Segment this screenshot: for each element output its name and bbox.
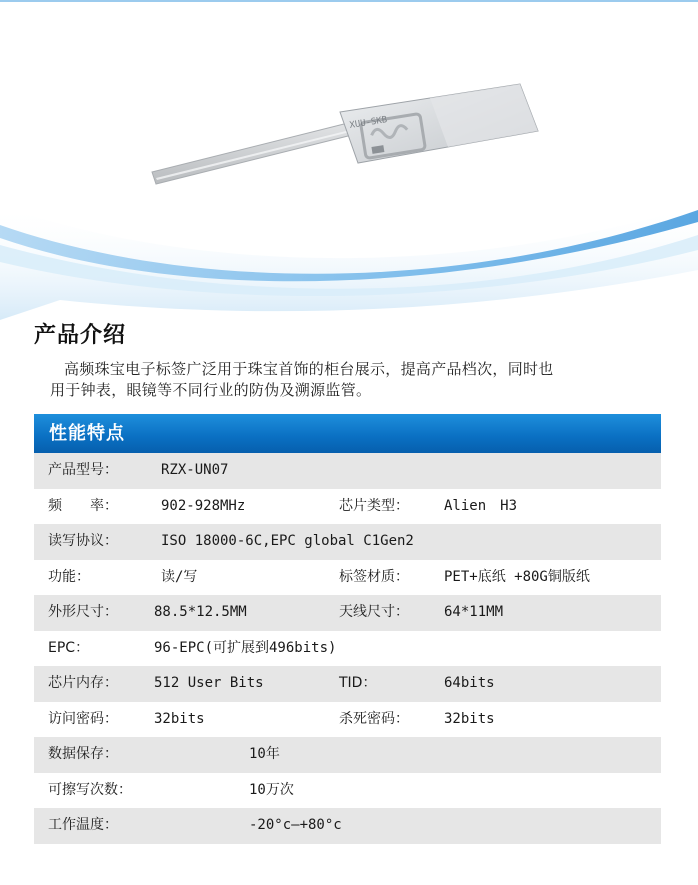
- spec-value: RZX-UN07: [161, 462, 229, 478]
- hero-banner: [0, 0, 698, 320]
- spec-label: 产品型号：: [48, 462, 118, 478]
- spec-row-size: [34, 595, 661, 631]
- spec-table: [34, 453, 661, 844]
- spec-value: 64*11MM: [444, 604, 504, 620]
- spec-value: PET+底纸 +80G铜版纸: [444, 568, 590, 585]
- spec-row-temperature: [34, 808, 661, 844]
- spec-value: 32bits: [444, 710, 495, 727]
- intro-line-2: 用于钟表，眼镜等不同行业的防伪及溯源监管。: [50, 381, 372, 399]
- spec-value: 32bits: [154, 710, 205, 727]
- spec-label: 数据保存：: [48, 746, 118, 762]
- spec-label: 功能：: [48, 568, 90, 585]
- spec-row-rewrite: [34, 773, 661, 809]
- spec-label: 频 率：: [48, 497, 118, 514]
- spec-value: 512 User Bits: [154, 675, 264, 691]
- spec-value: 88.5*12.5MM: [154, 604, 247, 620]
- spec-label: 标签材质：: [339, 568, 409, 585]
- spec-value: Alien H3: [444, 497, 518, 514]
- spec-label: 天线尺寸：: [339, 604, 409, 620]
- spec-label: 芯片类型：: [339, 497, 409, 514]
- spec-row-frequency: [34, 489, 661, 525]
- intro-line-1: 高频珠宝电子标签广泛用于珠宝首饰的柜台展示，提高产品档次，同时也: [64, 360, 554, 378]
- spec-label: 访问密码：: [48, 710, 118, 727]
- spec-label: 读写协议：: [48, 533, 118, 549]
- spec-row-protocol: [34, 524, 661, 560]
- spec-value: -20°c—+80°c: [249, 817, 342, 833]
- spec-label: TID：: [339, 675, 377, 691]
- spec-row-passwords: [34, 702, 661, 738]
- spec-value: 读/写: [161, 568, 198, 585]
- features-header: 性能特点: [34, 414, 661, 453]
- spec-value: 96-EPC(可扩展到496bits): [154, 639, 337, 656]
- spec-label: 杀死密码：: [339, 710, 409, 727]
- spec-value: 64bits: [444, 675, 495, 691]
- spec-value: 10年: [249, 746, 280, 762]
- spec-label: 外形尺寸：: [48, 604, 118, 620]
- spec-label: 工作温度：: [48, 817, 118, 833]
- intro-text: [50, 359, 654, 401]
- spec-row-retention: [34, 737, 661, 773]
- spec-row-epc: [34, 631, 661, 667]
- spec-label: EPC：: [48, 639, 90, 656]
- spec-label: 芯片内存：: [48, 675, 118, 691]
- spec-row-model: [34, 453, 661, 489]
- product-photo: [0, 0, 698, 320]
- intro-title: 产品介绍: [34, 323, 127, 348]
- spec-value: 902-928MHz: [161, 497, 246, 514]
- spec-row-function: [34, 560, 661, 596]
- svg-text:XUU-SKB: XUU-SKB: [348, 115, 388, 131]
- spec-value: ISO 18000-6C,EPC global C1Gen2: [161, 533, 414, 549]
- spec-label: 可擦写次数：: [48, 781, 132, 798]
- spec-value: 10万次: [249, 781, 294, 798]
- spec-row-memory: [34, 666, 661, 702]
